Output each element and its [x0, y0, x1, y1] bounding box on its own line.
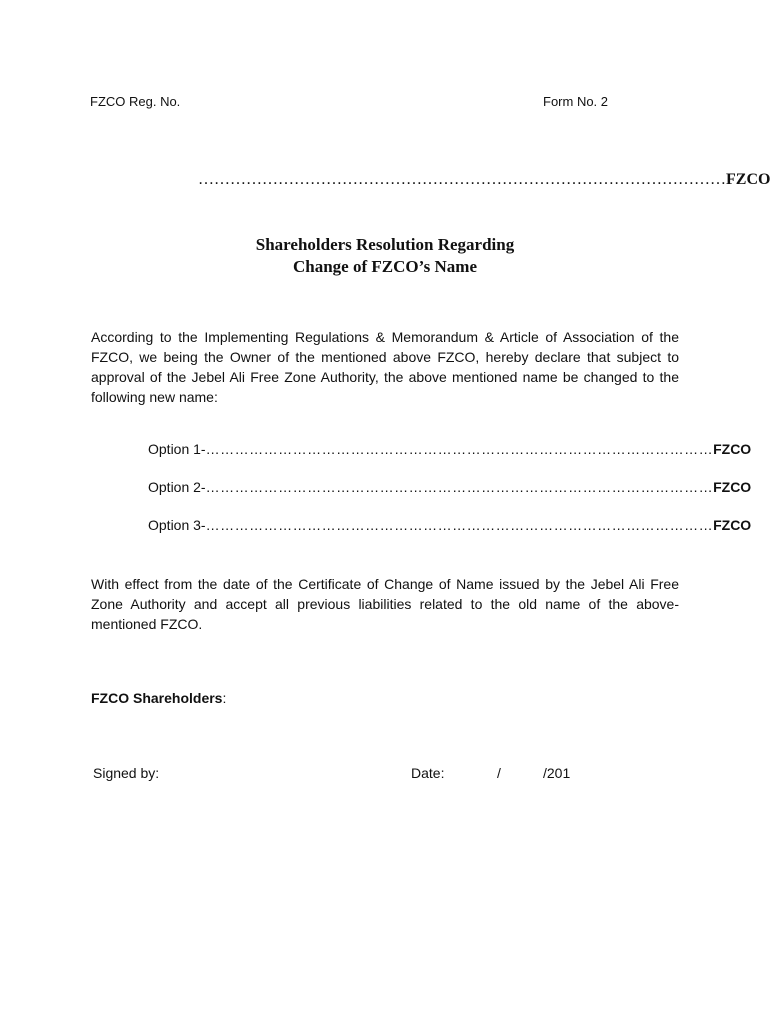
page-title — [0, 234, 770, 278]
shareholders-label: FZCO Shareholders — [91, 690, 223, 706]
shareholders-colon: : — [222, 690, 227, 706]
reg-no-label: FZCO Reg. No. — [90, 94, 181, 109]
date-year: /201 — [543, 765, 571, 781]
option-label: Option 2- — [148, 479, 206, 495]
title-line-2: Change of FZCO’s Name — [293, 257, 477, 276]
name-option-3 — [148, 517, 752, 533]
form-no-label: Form No. 2 — [543, 94, 609, 109]
date-separator: / — [497, 765, 501, 781]
option-suffix: FZCO — [713, 517, 752, 533]
option-blank: …………………………………………………………………………………………… — [205, 441, 714, 457]
company-name-suffix: FZCO — [726, 171, 770, 188]
date-label: Date: — [411, 765, 445, 781]
title-line-1: Shareholders Resolution Regarding — [255, 235, 515, 254]
effect-paragraph: With effect from the date of the Certificate of Change of Name issued by the Jebel Ali Free Zone Authority and accept all previous liabilities related to the old name of the above-mentioned FZCO. — [91, 576, 679, 632]
signed-by-label: Signed by: — [93, 765, 160, 781]
option-suffix: FZCO — [713, 441, 752, 457]
company-name-blank: ……………………………………………………………………………………… — [198, 171, 726, 188]
option-blank: …………………………………………………………………………………………… — [205, 517, 714, 533]
option-label: Option 3- — [148, 517, 206, 533]
option-blank: …………………………………………………………………………………………… — [205, 479, 714, 495]
shareholders-heading — [91, 690, 226, 706]
option-label: Option 1- — [148, 441, 206, 457]
option-suffix: FZCO — [713, 479, 752, 495]
declaration-paragraph: According to the Implementing Regulations & Memorandum & Article of Association of the FZCO, we being the Owner of the mentioned above FZCO, hereby declare that subject to approval of the Jebel Ali Free Zone Authority, the above mentioned name be changed to the following new name: — [91, 329, 679, 405]
name-option-2 — [148, 479, 752, 495]
name-option-1 — [148, 441, 752, 457]
company-name-line — [198, 171, 770, 189]
